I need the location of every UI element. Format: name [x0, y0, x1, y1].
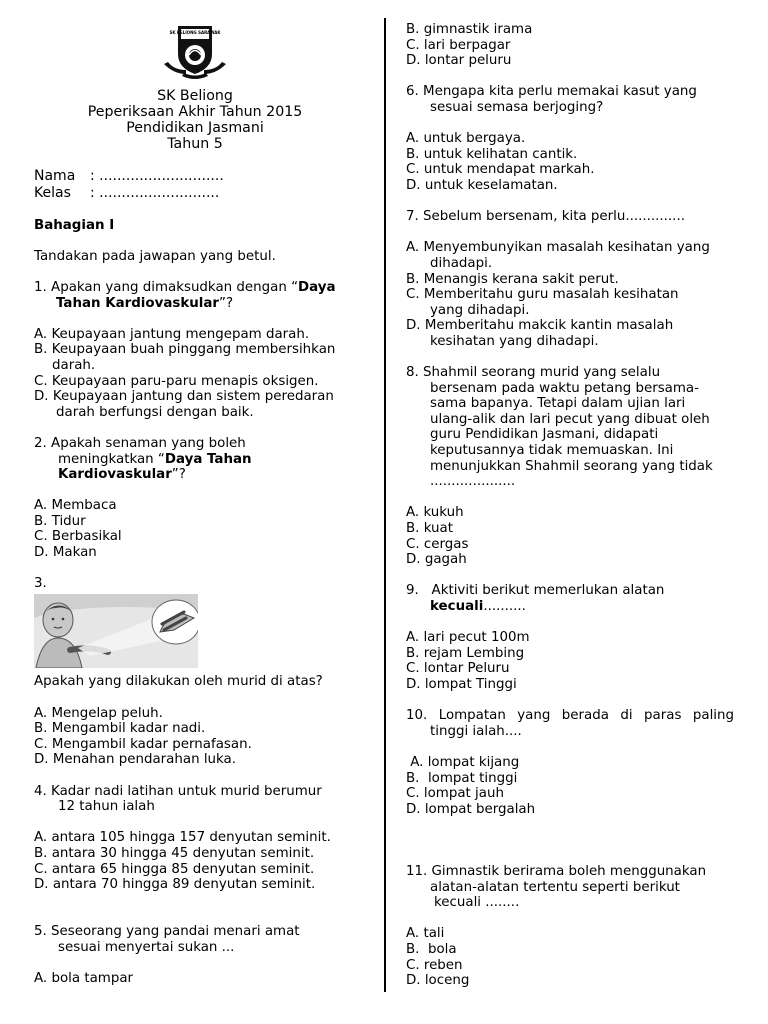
q6-option-a[interactable]: A. untuk bergaya. [406, 131, 526, 147]
q3-question: Apakah yang dilakukan oleh murid di atas? [34, 674, 323, 690]
q7-line-1: 7. Sebelum bersenam, kita perlu.............. [406, 209, 685, 225]
q1-option-a[interactable]: A. Keupayaan jantung mengepam darah. [34, 326, 310, 342]
right-column [406, 22, 734, 989]
instruction: Tandakan pada jawapan yang betul. [34, 248, 276, 264]
kelas-value: : ........................... [90, 185, 220, 201]
q4-option-c[interactable]: C. antara 65 hingga 85 denyutan seminit. [34, 861, 315, 877]
q5-line-2: sesuai menyertai sukan ... [58, 939, 235, 955]
question-7 [406, 209, 734, 349]
q2-line-1: 2. Apakah senaman yang boleh [34, 435, 246, 451]
q5-option-a[interactable]: A. bola tampar [34, 970, 134, 986]
question-6 [406, 84, 734, 193]
q2-end: ”? [171, 467, 186, 483]
nama-value: : ............................ [90, 168, 224, 184]
q1-text-a: 1. Apakan yang dimaksudkan dengan “ [34, 279, 299, 295]
q8-line-3: sama bapanya. Tetapi dalam ujian lari [430, 396, 686, 412]
q8-option-b[interactable]: B. kuat [406, 521, 453, 536]
q1-option-b-cont: darah. [52, 357, 96, 373]
q2-bold-2: Kardiovaskular [58, 467, 172, 483]
column-divider [384, 18, 386, 992]
q9-line-2 [406, 599, 734, 615]
q8-line-6: keputusannya tidak memuaskan. Ini [430, 443, 674, 459]
question-8 [406, 365, 734, 568]
q1-option-b[interactable]: B. Keupayaan buah pinggang membersihkan [34, 342, 336, 358]
question-9 [406, 583, 734, 692]
q9-option-d[interactable]: D. lompat Tinggi [406, 676, 517, 692]
q8-line-1: 8. Shahmil seorang murid yang selalu [406, 365, 661, 381]
section-heading [34, 218, 356, 234]
q10-option-d[interactable]: D. lompat bergalah [406, 801, 536, 817]
q5-option-d[interactable]: D. lontar peluru [406, 53, 512, 69]
q1-option-d-cont: darah berfungsi dengan baik. [56, 404, 254, 420]
q7-option-b[interactable]: B. Menangis kerana sakit perut. [406, 271, 619, 287]
q4-option-b[interactable]: B. antara 30 hingga 45 denyutan seminit. [34, 845, 315, 861]
question-5 [34, 924, 356, 986]
q5-option-c[interactable]: C. lari berpagar [406, 37, 511, 53]
q11-option-a[interactable]: A. tali [406, 926, 445, 942]
question-2 [34, 436, 356, 561]
q7-option-d[interactable]: D. Memberitahu makcik kantin masalah [406, 318, 674, 334]
q8-line-2: bersenam pada waktu petang bersama- [430, 380, 699, 396]
q8-line-4: ulang-alik dan lari pecut yang dibuat oleh [430, 411, 710, 427]
q1-end: ”? [219, 295, 234, 311]
school-name: SK Beliong [157, 88, 233, 104]
q1-option-c[interactable]: C. Keupayaan paru-paru menapis oksigen. [34, 373, 319, 389]
q1-bold-1: Daya [298, 279, 336, 295]
q8-line-5: guru Pendidikan Jasmani, didapati [430, 427, 659, 443]
q3-option-a[interactable]: A. Mengelap peluh. [34, 705, 163, 721]
q5-option-b[interactable]: B. gimnastik irama [406, 22, 533, 37]
q8-option-c[interactable]: C. cergas [406, 536, 469, 552]
nama-field[interactable] [34, 168, 356, 185]
q2-option-c[interactable]: C. Berbasikal [34, 529, 122, 545]
q5-line-1: 5. Seseorang yang pandai menari amat [34, 923, 300, 939]
q7-option-c-cont: yang dihadapi. [430, 302, 530, 318]
q9-option-c[interactable]: C. lontar Peluru [406, 661, 510, 677]
q8-option-a[interactable]: A. kukuh [406, 505, 464, 521]
nama-label: Nama [34, 168, 76, 184]
logo-text: SK BELIONG SARAWAK [169, 30, 221, 35]
subject-title: Pendidikan Jasmani [126, 120, 264, 136]
q1-bold-2: Tahan Kardiovaskular [56, 295, 220, 311]
q9-line-1: 9. Aktiviti berikut memerlukan alatan [406, 583, 665, 599]
q9-option-a[interactable]: A. lari pecut 100m [406, 630, 530, 646]
q11-line-1: 11. Gimnastik berirama boleh menggunakan [406, 864, 707, 880]
q4-option-d[interactable]: D. antara 70 hingga 89 denyutan seminit. [34, 877, 316, 893]
q3-number: 3. [34, 576, 47, 592]
q11-option-c[interactable]: C. reben [406, 957, 463, 973]
q8-line-8: .................... [430, 474, 516, 490]
q10-option-c[interactable]: C. lompat jauh [406, 786, 504, 802]
q3-option-d[interactable]: D. Menahan pendarahan luka. [34, 752, 237, 768]
q6-option-c[interactable]: C. untuk mendapat markah. [406, 162, 595, 178]
header [34, 24, 356, 152]
question-11 [406, 864, 734, 989]
q2-option-b[interactable]: B. Tidur [34, 513, 86, 529]
q2-option-a[interactable]: A. Membaca [34, 498, 117, 514]
kelas-label: Kelas [34, 185, 71, 201]
q2-line-2 [34, 452, 356, 468]
q6-option-b[interactable]: B. untuk kelihatan cantik. [406, 146, 578, 162]
q4-line-2: 12 tahun ialah [58, 799, 155, 815]
q3-option-c[interactable]: C. Mengambil kadar pernafasan. [34, 736, 252, 752]
q9-bold: kecuali [430, 598, 484, 614]
q1-option-d[interactable]: D. Keupayaan jantung dan sistem peredaran [34, 389, 334, 405]
q11-option-d[interactable]: D. loceng [406, 973, 470, 989]
kelas-field[interactable] [34, 185, 356, 202]
year-title: Tahun 5 [167, 136, 223, 152]
q7-option-d-cont: kesihatan yang dihadapi. [430, 333, 599, 349]
q3-option-b[interactable]: B. Mengambil kadar nadi. [34, 721, 206, 737]
q11-line-2: alatan-alatan tertentu seperti berikut [430, 879, 680, 895]
q10-line-2: tinggi ialah.... [430, 723, 522, 739]
q9-dots: .......... [483, 598, 526, 614]
question-10 [406, 708, 734, 817]
q11-option-b[interactable]: B. bola [406, 942, 457, 958]
question-1 [34, 280, 356, 420]
left-column [34, 0, 356, 986]
question-4 [34, 784, 356, 893]
school-logo-icon [160, 24, 230, 84]
exam-title: Peperiksaan Akhir Tahun 2015 [87, 104, 303, 120]
q10-option-b[interactable]: B. lompat tinggi [406, 770, 518, 786]
q4-line-1: 4. Kadar nadi latihan untuk murid berumur [34, 783, 322, 799]
q2-line-3 [34, 467, 356, 483]
q10-line-1: 10. Lompatan yang berada di paras paling [406, 708, 734, 724]
section-title: Bahagian I [34, 217, 115, 233]
question-3 [34, 576, 356, 768]
q9-option-b[interactable]: B. rejam Lembing [406, 645, 525, 661]
q6-option-d[interactable]: D. untuk keselamatan. [406, 177, 558, 193]
q7-option-c[interactable]: C. Memberitahu guru masalah kesihatan [406, 287, 679, 303]
q6-line-1: 6. Mengapa kita perlu memakai kasut yang [406, 84, 697, 100]
q7-option-a[interactable]: A. Menyembunyikan masalah kesihatan yang [406, 240, 710, 256]
q7-option-a-cont: dihadapi. [430, 255, 493, 271]
q11-line-3: kecuali ........ [434, 895, 520, 911]
q2-line-2a: meningkatkan “ [58, 451, 165, 467]
q2-bold-1: Daya Tahan [164, 451, 252, 467]
q6-line-2: sesuai semasa berjoging? [430, 99, 604, 115]
question-1-text [34, 280, 356, 311]
q8-line-7: menunjukkan Shahmil seorang yang tidak [430, 458, 713, 474]
q10-option-a[interactable]: A. lompat kijang [406, 754, 520, 770]
q2-option-d[interactable]: D. Makan [34, 545, 97, 561]
pulse-check-illustration [34, 594, 198, 668]
q4-option-a[interactable]: A. antara 105 hingga 157 denyutan seminit. [34, 830, 331, 846]
q8-option-d[interactable]: D. gagah [406, 552, 467, 568]
